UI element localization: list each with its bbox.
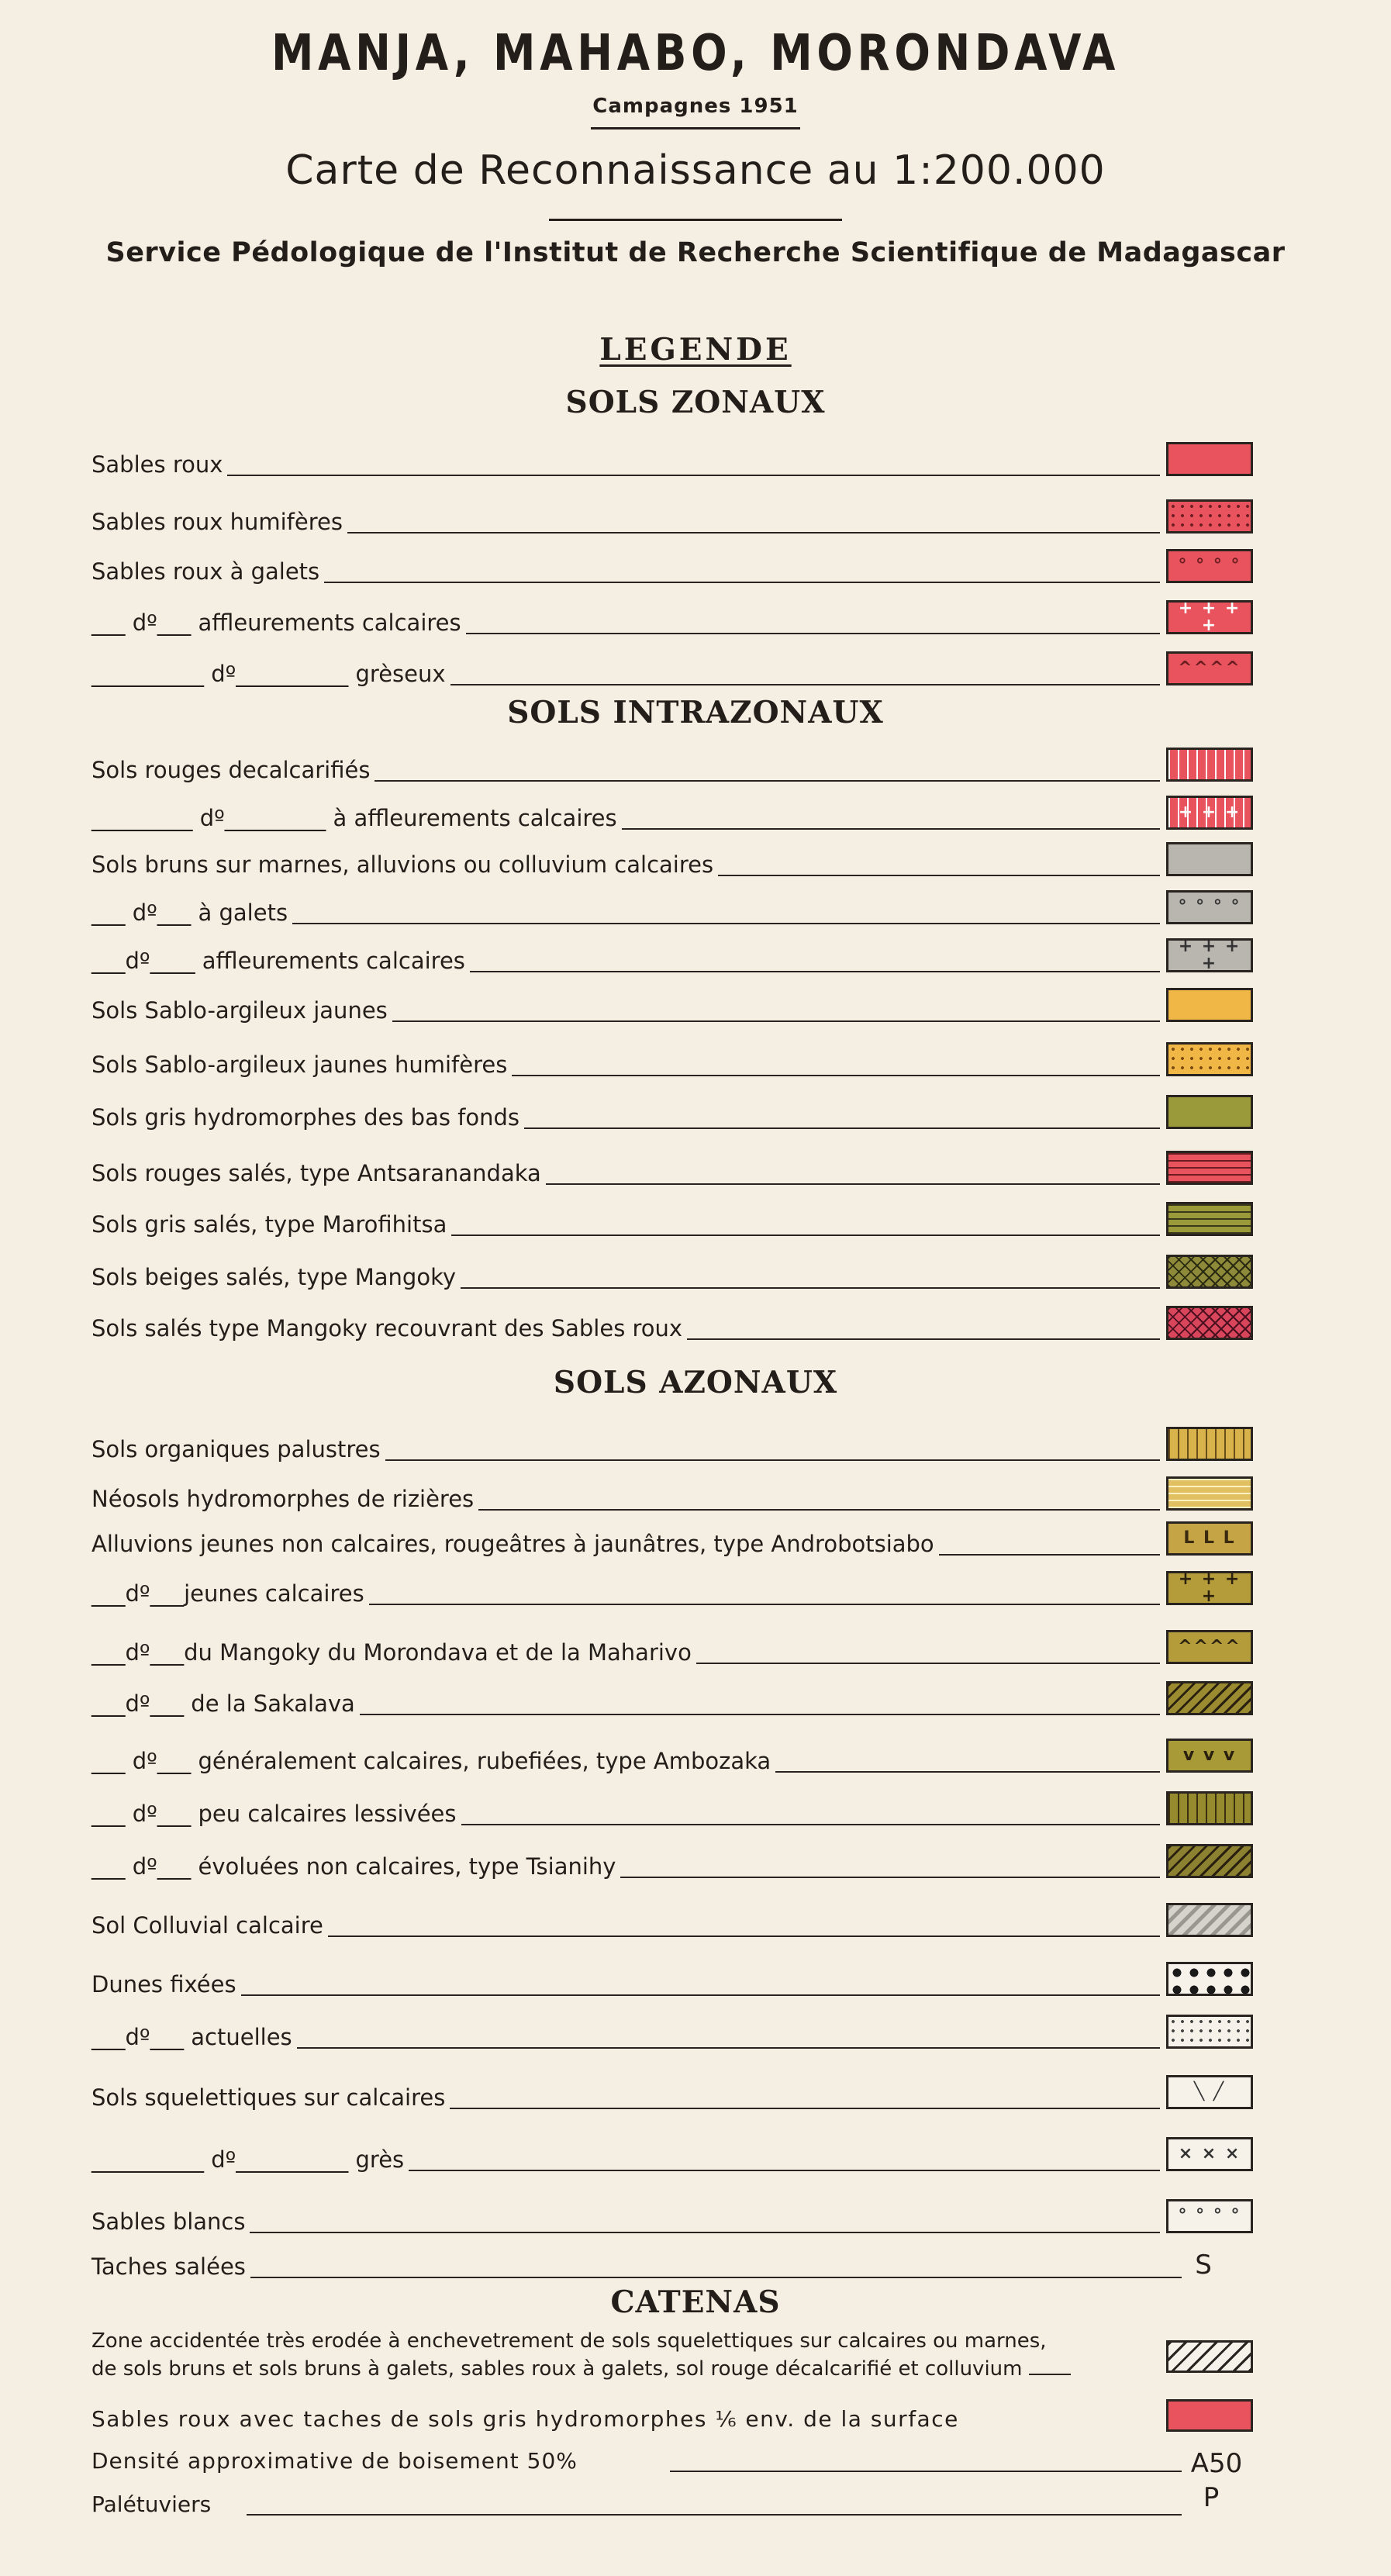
legend-entry-sols-sablo-argileux-jaunes bbox=[87, 985, 1265, 1031]
leader-line bbox=[297, 2047, 1160, 2049]
legend-entry-d-evoluees-non-calcaires-type-tsianihy bbox=[87, 1841, 1265, 1887]
legend-label: Sols rouges decalcarifiés bbox=[91, 757, 371, 783]
legend-swatch-neosols-hydromorphes-de-rizieres bbox=[1166, 1476, 1253, 1511]
legend-label: ___ dº___ évoluées non calcaires, type Tsianihy bbox=[91, 1853, 616, 1880]
legend-swatch-catena-zone bbox=[1166, 2340, 1253, 2373]
legend-entry-dunes-fixees bbox=[87, 1959, 1265, 2005]
leader-line bbox=[451, 1234, 1160, 1236]
legend-swatch-d-a-galets bbox=[1166, 890, 1253, 924]
legend-swatch-sols-sablo-argileux-jaunes-humiferes bbox=[1166, 1042, 1253, 1076]
leader-line bbox=[470, 971, 1160, 972]
legend-swatch-sols-rouges-decalcarifies bbox=[1166, 748, 1253, 782]
legend-symbol: S bbox=[1195, 2250, 1212, 2281]
legend-entry-sables-blancs bbox=[87, 2196, 1265, 2243]
legend-label: ___dº___ actuelles bbox=[91, 2024, 292, 2050]
legend-swatch-d-de-la-sakalava bbox=[1166, 1681, 1253, 1715]
section-sols-intrazonaux: SOLS INTRAZONAUX bbox=[507, 695, 884, 730]
legend-swatch-d-du-mangoky-du-morondava-et-de-la-mahar bbox=[1166, 1630, 1253, 1664]
leader-line bbox=[718, 875, 1160, 876]
legend-swatch-alluvions-jeunes-non-calcaires-rougeatre bbox=[1166, 1521, 1253, 1556]
map-title: MANJA, MAHABO, MORONDAVA bbox=[271, 25, 1120, 82]
legend-label: Sols bruns sur marnes, alluvions ou colluvium calcaires bbox=[91, 851, 714, 878]
legend-entry-d-jeunes-calcaires bbox=[87, 1568, 1265, 1614]
legend-entry-sols-gris-sales-type-marofihitsa bbox=[87, 1199, 1265, 1245]
legend-label: Sables blancs bbox=[91, 2208, 246, 2235]
legend-swatch-d-affleurements-calcaires bbox=[1166, 938, 1253, 972]
catena-paletuviers-row bbox=[87, 2478, 1265, 2525]
leader-line bbox=[670, 2471, 1182, 2472]
legend-swatch-sols-sales-type-mangoky-recouvrant-des-s bbox=[1166, 1306, 1253, 1340]
legend-label: Sols organiques palustres bbox=[91, 1436, 381, 1462]
legend-swatch-d-evoluees-non-calcaires-type-tsianihy bbox=[1166, 1844, 1253, 1878]
legend-entry-alluvions-jeunes-non-calcaires-rougeatre bbox=[87, 1518, 1265, 1565]
legend-label: ___ dº___ à galets bbox=[91, 900, 288, 926]
legend-label: __________ dº__________ grès bbox=[91, 2146, 405, 2173]
leader-line bbox=[622, 828, 1160, 830]
legend-entry-sol-colluvial-calcaire bbox=[87, 1900, 1265, 1946]
legend-swatch-d-greseux bbox=[1166, 651, 1253, 685]
leader-line bbox=[374, 780, 1160, 782]
legend-entry-d-affleurements-calcaires bbox=[87, 597, 1265, 644]
leader-line bbox=[620, 1877, 1160, 1878]
swatch-pattern-glyph: ^^^^ bbox=[1178, 658, 1241, 678]
legend-entry-sols-organiques-palustres bbox=[87, 1424, 1265, 1470]
legend-entry-sols-bruns-sur-marnes-alluvions-ou-collu bbox=[87, 839, 1265, 886]
legend-swatch-sols-squelettiques-sur-calcaires bbox=[1166, 2075, 1253, 2109]
swatch-pattern-glyph: ^^^^ bbox=[1178, 1637, 1241, 1656]
legend-entry-neosols-hydromorphes-de-rizieres bbox=[87, 1473, 1265, 1520]
leader-line bbox=[478, 1509, 1160, 1511]
leader-line bbox=[385, 1459, 1160, 1461]
legend-label: Dunes fixées bbox=[91, 1971, 236, 1998]
symbol-p: P bbox=[1203, 2482, 1220, 2513]
swatch-pattern-glyph: v v v bbox=[1182, 1746, 1237, 1765]
swatch-pattern-glyph: ° ° ° ° bbox=[1178, 2206, 1241, 2226]
legend-entry-sols-rouges-decalcarifies bbox=[87, 744, 1265, 791]
legend-swatch-d-affleurements-calcaires bbox=[1166, 600, 1253, 634]
leader-line bbox=[409, 2170, 1160, 2171]
leader-line bbox=[227, 475, 1160, 476]
legend-swatch-d-actuelles bbox=[1166, 2015, 1253, 2049]
symbol-a50: A50 bbox=[1190, 2448, 1243, 2479]
leader-line bbox=[696, 1663, 1160, 1664]
legend-entry-d-a-galets bbox=[87, 887, 1265, 934]
legend-swatch-sols-rouges-sales-type-antsaranandaka bbox=[1166, 1151, 1253, 1185]
legend-entry-sols-gris-hydromorphes-des-bas-fonds bbox=[87, 1092, 1265, 1138]
legend-label: ___dº____ affleurements calcaires bbox=[91, 948, 465, 974]
legend-swatch-catena-sables bbox=[1166, 2399, 1253, 2432]
legend-entry-sols-squelettiques-sur-calcaires bbox=[87, 2072, 1265, 2118]
legend-label: Alluvions jeunes non calcaires, rougeâtres à jaunâtres, type Androbotsiabo bbox=[91, 1531, 934, 1557]
legend-swatch-sables-blancs bbox=[1166, 2199, 1253, 2233]
leader-line bbox=[512, 1075, 1160, 1076]
leader-line bbox=[347, 532, 1160, 534]
legend-entry-sables-roux-a-galets bbox=[87, 546, 1265, 592]
swatch-pattern-glyph: ° ° ° ° bbox=[1178, 556, 1241, 575]
legend-entry-sables-roux-humiferes bbox=[87, 496, 1265, 543]
swatch-pattern-glyph: ╲ ╱ bbox=[1193, 2082, 1226, 2101]
legend-label: Néosols hydromorphes de rizières bbox=[91, 1486, 475, 1512]
legend-label: Sols salés type Mangoky recouvrant des Sables roux bbox=[91, 1315, 683, 1342]
legend-entry-sols-sablo-argileux-jaunes-humiferes bbox=[87, 1039, 1265, 1086]
legend-label: Taches salées bbox=[91, 2253, 246, 2280]
title-divider bbox=[591, 127, 800, 129]
legend-label: Sols gris hydromorphes des bas fonds bbox=[91, 1104, 520, 1131]
legend-label: Sables roux humifères bbox=[91, 509, 343, 535]
legend-swatch-sables-roux-a-galets bbox=[1166, 549, 1253, 583]
campaign-year: Campagnes 1951 bbox=[592, 95, 799, 118]
legend-entry-sols-rouges-sales-type-antsaranandaka bbox=[87, 1148, 1265, 1194]
legend-swatch-sables-roux bbox=[1166, 442, 1253, 476]
legend-entry-d-du-mangoky-du-morondava-et-de-la-mahar bbox=[87, 1627, 1265, 1673]
swatch-pattern-glyph: + + + + bbox=[1178, 599, 1241, 635]
swatch-pattern-glyph: ° ° ° ° bbox=[1178, 897, 1241, 917]
leader-line bbox=[328, 1935, 1160, 1937]
legend-entry-d-greseux bbox=[87, 648, 1265, 695]
leader-line bbox=[247, 2514, 1182, 2516]
legend-label: Sables roux à galets bbox=[91, 558, 320, 585]
catena-text-line-2-text: de sols bruns et sols bruns à galets, sables roux à galets, sol rouge décalcarifié et colluvium bbox=[91, 2357, 1023, 2381]
legend-label: ___ dº___ peu calcaires lessivées bbox=[91, 1801, 457, 1827]
legend-entry-d-affleurements-calcaires bbox=[87, 935, 1265, 982]
map-subtitle: Carte de Reconnaissance au 1:200.000 bbox=[285, 147, 1106, 194]
section-catenas: CATENAS bbox=[610, 2284, 781, 2320]
leader-line bbox=[461, 1824, 1161, 1825]
legend-label: Sols squelettiques sur calcaires bbox=[91, 2084, 446, 2111]
leader-line bbox=[250, 2232, 1160, 2233]
legend-entry-taches-salees bbox=[87, 2241, 1265, 2288]
legend-label: ___ dº___ généralement calcaires, rubefiées, type Ambozaka bbox=[91, 1748, 771, 1774]
legend-label: Sables roux bbox=[91, 451, 223, 478]
leader-line bbox=[466, 633, 1160, 634]
legend-label: _________ dº_________ à affleurements calcaires bbox=[91, 805, 617, 831]
catena-sables-roux bbox=[91, 2406, 959, 2432]
leader-line bbox=[250, 2277, 1182, 2278]
legend-swatch-dunes-fixees bbox=[1166, 1962, 1253, 1996]
catena-text-line-1: Zone accidentée très erodée à enchevetrement de sols squelettiques sur calcaires ou marnes, bbox=[91, 2329, 1047, 2353]
legend-swatch-sol-colluvial-calcaire bbox=[1166, 1903, 1253, 1937]
legend-label: ___dº___ de la Sakalava bbox=[91, 1690, 355, 1717]
legend-label: Sols Sablo-argileux jaunes humifères bbox=[91, 1051, 508, 1078]
leader-line bbox=[524, 1127, 1160, 1129]
subtitle-divider bbox=[549, 219, 842, 221]
legend-swatch-d-jeunes-calcaires bbox=[1166, 1571, 1253, 1605]
leader-line bbox=[360, 1714, 1160, 1715]
swatch-pattern-glyph: + + + + bbox=[1178, 1569, 1241, 1606]
leader-line bbox=[369, 1604, 1160, 1605]
legend-swatch-d-a-affleurements-calcaires bbox=[1166, 796, 1253, 830]
leader-line bbox=[450, 2108, 1160, 2109]
legend-entry-d-de-la-sakalava bbox=[87, 1678, 1265, 1725]
leader-line bbox=[775, 1771, 1160, 1773]
legend-entry-sols-sales-type-mangoky-recouvrant-des-s bbox=[87, 1303, 1265, 1349]
legend-swatch-d-peu-calcaires-lessivees bbox=[1166, 1791, 1253, 1825]
legend-label: Sols beiges salés, type Mangoky bbox=[91, 1264, 456, 1290]
swatch-pattern-glyph: + + + bbox=[1178, 803, 1241, 822]
legend-label: __________ dº__________ grèseux bbox=[91, 661, 446, 687]
legend-label: Sol Colluvial calcaire bbox=[91, 1912, 323, 1939]
legend-label: Sols gris salés, type Marofihitsa bbox=[91, 1211, 447, 1238]
catena-densite-label: Densité approximative de boisement 50% bbox=[91, 2448, 578, 2474]
swatch-pattern-glyph: + + + + bbox=[1178, 937, 1241, 973]
legend-swatch-sols-sablo-argileux-jaunes bbox=[1166, 988, 1253, 1022]
legend-entry-d-a-affleurements-calcaires bbox=[87, 792, 1265, 839]
legend-swatch-sables-roux-humiferes bbox=[1166, 499, 1253, 534]
legend-entry-sables-roux bbox=[87, 439, 1265, 485]
leader-line bbox=[546, 1183, 1160, 1185]
legend-entry-d-generalement-calcaires-rubefiees-type- bbox=[87, 1735, 1265, 1782]
legend-swatch-sols-gris-sales-type-marofihitsa bbox=[1166, 1202, 1253, 1236]
legend-swatch-d-gres bbox=[1166, 2137, 1253, 2171]
legend-entry-sols-beiges-sales-type-mangoky bbox=[87, 1252, 1265, 1298]
leader-line bbox=[939, 1554, 1160, 1556]
leader-line bbox=[392, 1020, 1160, 1022]
section-sols-azonaux: SOLS AZONAUX bbox=[553, 1365, 838, 1400]
legend-heading: LEGENDE bbox=[599, 332, 792, 368]
section-sols-zonaux: SOLS ZONAUX bbox=[565, 385, 826, 420]
catena-paletuviers-label: Palétuviers bbox=[91, 2491, 212, 2517]
legend-swatch-sols-organiques-palustres bbox=[1166, 1427, 1253, 1461]
catena-text-line-2 bbox=[91, 2359, 1071, 2379]
leader-line bbox=[461, 1287, 1160, 1289]
leader-line bbox=[292, 923, 1160, 924]
leader-line bbox=[1029, 2374, 1071, 2375]
leader-line bbox=[324, 582, 1160, 583]
legend-entry-d-actuelles bbox=[87, 2011, 1265, 2058]
leader-line bbox=[241, 1994, 1160, 1996]
catena-sables-roux-text: Sables roux avec taches de sols gris hydromorphes ⅙ env. de la surface bbox=[91, 2406, 959, 2432]
legend-swatch-d-generalement-calcaires-rubefiees-type- bbox=[1166, 1739, 1253, 1773]
legend-label: ___dº___du Mangoky du Morondava et de la Maharivo bbox=[91, 1639, 692, 1666]
legend-entry-d-peu-calcaires-lessivees bbox=[87, 1788, 1265, 1835]
legend-label: Sols rouges salés, type Antsaranandaka bbox=[91, 1160, 541, 1186]
swatch-pattern-glyph: L L L bbox=[1183, 1528, 1236, 1548]
legend-label: ___ dº___ affleurements calcaires bbox=[91, 609, 461, 636]
legend-swatch-sols-gris-hydromorphes-des-bas-fonds bbox=[1166, 1095, 1253, 1129]
legend-swatch-sols-beiges-sales-type-mangoky bbox=[1166, 1255, 1253, 1289]
legend-label: ___dº___jeunes calcaires bbox=[91, 1580, 364, 1607]
leader-line bbox=[687, 1338, 1160, 1340]
legend-entry-d-gres bbox=[87, 2134, 1265, 2181]
catena-densite-row bbox=[87, 2435, 1265, 2481]
leader-line bbox=[450, 684, 1160, 685]
service-name: Service Pédologique de l'Institut de Recherche Scientifique de Madagascar bbox=[105, 237, 1286, 268]
legend-swatch-sols-bruns-sur-marnes-alluvions-ou-collu bbox=[1166, 842, 1253, 876]
legend-label: Sols Sablo-argileux jaunes bbox=[91, 997, 388, 1024]
swatch-pattern-glyph: × × × bbox=[1178, 2144, 1241, 2163]
